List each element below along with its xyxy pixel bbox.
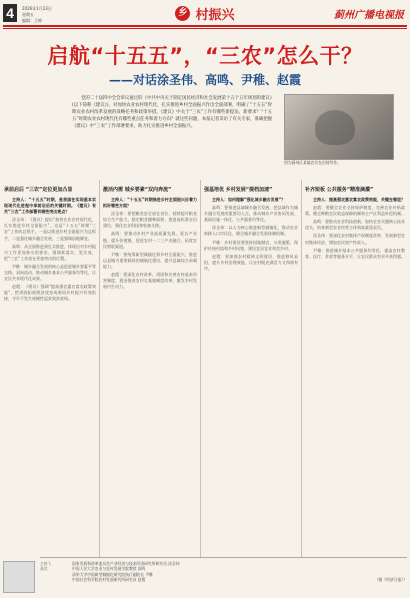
qr-code-image: [3, 561, 35, 593]
section-logo-icon: 乡: [175, 6, 190, 21]
article-column-3: 强基培优 乡村发展“提档加速” 主持人：如何理解“强化城乡融合发展”？ 高鸣：要推进县域城乡融合发展，把县域作为城乡融合发展的重要切入点，推动城乡产业协同发展、基础设施一体化、公共服务均等化。 涂圣伟：以人为核心推进新型城镇化，推动农业转移人口市民化，健全城乡融合发展体制机制。 尹稚：乡村建设要坚持因地制宜、分类施策，保护传统村落和乡村风貌，建设宜居宜业和美乡村。 赵霞：要加强农村精神文明建设，推进移风易俗，提升乡村治理效能，让农村既充满活力又和谐有序。: [204, 187, 298, 271]
subheadline: ——对话涂圣伟、高鸣、尹稚、赵霞: [108, 73, 301, 87]
headline: 启航“十五五”，“三农”怎么干？: [47, 44, 363, 68]
article-column-2: 激活内需 城乡要素“双向奔流” 主持人：“十五五”时期推进乡村全面振兴应着力抓好哪些方面？ 涂圣伟：要把粮食安全放在首位，持续提升粮食综合生产能力，稳定粮食播种面积，推进高标准农田建设，强化农业科技和装备支撑。 高鸣：要推动乡村产业高质量发展，延长产业链、提升价值链，促进农村一二三产业融合，拓宽农民增收渠道。 尹稚：要统筹新型城镇化和乡村全面振兴，推进以县城为重要载体的城镇化建设，提升县域综合承载能力。 赵霞：要深化农村改革，巩固和完善农村基本经营制度，稳妥推进农村宅基地制度改革，激发乡村发展内生动力。: [103, 187, 197, 290]
header-rule: [3, 25, 407, 27]
news-photo: [284, 94, 394, 160]
column-subhead: 补齐短板 公共服务“精准滴灌”: [305, 187, 374, 193]
intro-paragraph: 党的二十届四中全会审议通过的《中共中央关于制定国民经济和社会发展第十五个五年规划的建议》(以下简称《建议》)，对加快农业农村现代化，扎实推进乡村全面振兴作出全面部署，明确了“十五五”时期农业农村改革发展的战略任务和政策举措。《建议》中关于“三农”工作有哪些新提法、新要求？“十五五”时期农业农村现代化有哪些重点任务和着力方向？就这些问题，本报记者采访了有关专家，准确把握《建议》中“三农”工作部署要求，助力扎实推进乡村全面振兴。: [72, 96, 272, 129]
header-date: 2026年1月23日: [22, 6, 52, 11]
header-weekday: 星期五: [22, 12, 34, 17]
header-editor: 编辑：王婷: [22, 18, 42, 23]
section-title: [150, 3, 260, 23]
column-subhead: 激活内需 城乡要素“双向奔流”: [103, 187, 172, 193]
article-column-4: 补齐短板 公共服务“精准滴灌” 主持人：提高强农惠农富农政策效能，关键在哪里？ 赵霞：要健全农业支持保护制度，完善农业补贴政策，健全种粮农民收益保障机制和主产区利益补偿机制。 高鸣：要推动农业科技创新，加快农业关键核心技术攻关，培育新型农业经营主体和高素质农民。 涂圣伟：要深化农村集体产权制度改革，发展新型农村集体经济，增加农民财产性收入。 尹稚：推进城乡基本公共服务均等化，提高农村教育、医疗、养老等服务水平，让农民群众有更多获得感。: [305, 187, 405, 259]
footer-row: 主持人 国家发展和改革委员会产业经济与技术经济研究所研究员 涂圣伟: [40, 561, 180, 566]
column-divider: [99, 180, 100, 558]
photo-caption: 图为蓟州区某镇农民在田间劳作。: [284, 160, 341, 165]
column-divider: [200, 180, 201, 558]
header-meta: [22, 6, 52, 24]
section-name: 村振兴: [195, 8, 235, 23]
footer-row: 嘉宾 中国人民大学农业与农村发展学院教授 高鸣: [40, 566, 146, 572]
paper-name: 蓟州广播电视报: [334, 10, 404, 21]
footer-row: 中国社会科学院农村发展研究所研究员 赵霞 （据《经济日报》）: [72, 577, 407, 583]
column-subhead: 承前启后 “三农”定位更加凸显: [4, 187, 73, 193]
page-header: [0, 0, 410, 26]
footer-row: 清华大学中国新型城镇化研究院执行副院长 尹稚: [72, 571, 153, 577]
footer-source: （据《经济日报》）: [374, 577, 407, 583]
article-footer: [40, 557, 407, 593]
page-number: 4: [3, 4, 17, 22]
header-rule-thin: [3, 28, 407, 29]
column-subhead: 强基培优 乡村发展“提档加速”: [204, 187, 273, 193]
column-divider: [301, 180, 302, 558]
article-column-1: 承前启后 “三农”定位更加凸显 主持人：“十五五”时期，是我国在实现基本实现现代化进程中承前启后的关键时期。《建议》有关“三农”工作部署有哪些突出亮点？ 涂圣伟：《建议》提出“加快农业农村现代化，扎实推进乡村全面振兴”，这是“十五五”时期“三农”工作的总抓手。一是以推进乡村全面振兴为总抓手，二是强化城乡融合发展，三是强调因地制宜。 高鸣：从全面推进到扎实推进，体现出对乡村振兴工作更加务实的要求，强调抓落实、见实效，把“三农”工作放在更加突出的位置。 尹稚：城乡融合发展的核心是促进城乡要素平等交换、双向流动，推动城乡基本公共服务均等化，让农民共享现代化成果。 赵霞：《建议》强调“提高强农惠农富农政策效能”，把巩固拓展脱贫攻坚成果同乡村振兴有效衔接，守牢不发生规模性返贫致贫底线。: [4, 187, 96, 302]
